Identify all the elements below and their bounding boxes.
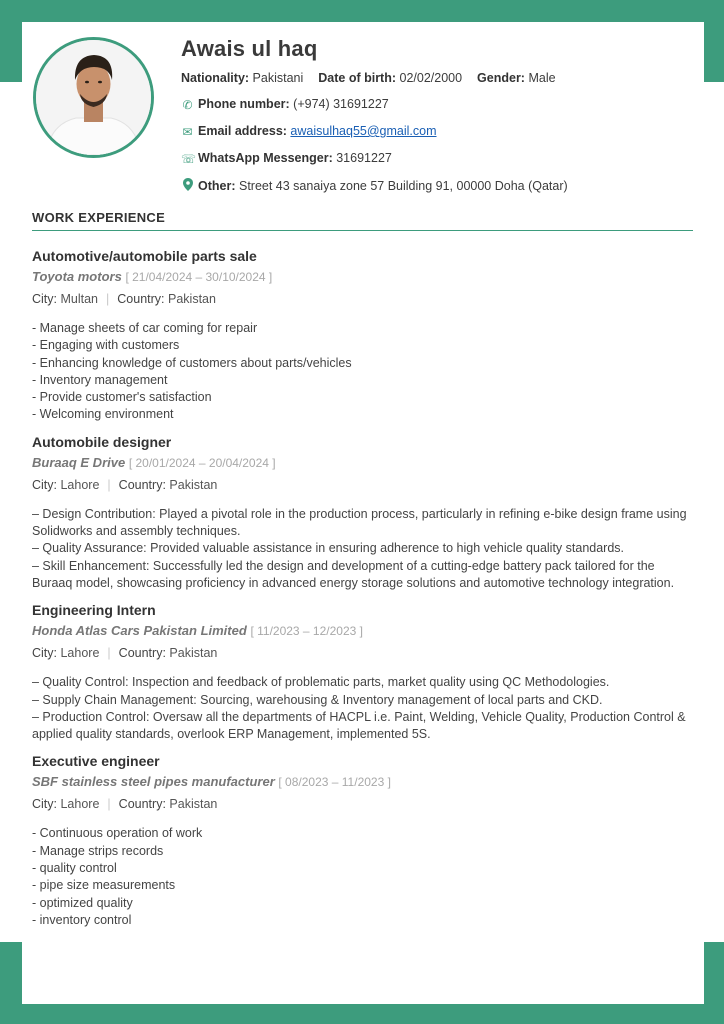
whatsapp-value: 31691227 xyxy=(336,151,392,165)
job-title: Automobile designer xyxy=(32,433,172,450)
city-value: Multan xyxy=(60,292,99,306)
corner-accent-bottom-right xyxy=(704,942,724,1024)
job-duties xyxy=(32,506,693,592)
duty-line: - Welcoming environment xyxy=(32,407,174,422)
job-duties xyxy=(32,674,693,743)
country-label: Country: xyxy=(118,797,166,812)
company-line xyxy=(32,269,693,284)
duty-line: – Quality Assurance: Provided valuable assistance in ensuring adherence to high vehicle quality standards. xyxy=(32,541,625,556)
job-dates: [ 21/04/2024 – 30/10/2024 ] xyxy=(125,270,273,284)
company-name: Toyota motors xyxy=(32,269,122,284)
whatsapp-label: WhatsApp Messenger: xyxy=(198,151,333,165)
duty-line: - Continuous operation of work xyxy=(32,826,203,841)
gender-value: Male xyxy=(528,71,556,85)
dob-label: Date of birth: xyxy=(318,71,397,85)
duty-line: - optimized quality xyxy=(32,895,133,910)
location-pin-icon xyxy=(181,178,194,195)
job-entry xyxy=(32,753,693,929)
address-line xyxy=(181,178,696,195)
job-location: City: Lahore | Country: Pakistan xyxy=(32,477,218,492)
email-link[interactable]: awaisulhaq55@gmail.com xyxy=(290,124,437,138)
cv-page xyxy=(22,22,704,1004)
bottom-border-band xyxy=(0,1004,724,1024)
gender-label: Gender: xyxy=(477,71,525,85)
email-line xyxy=(181,124,696,140)
job-entry xyxy=(32,602,693,743)
job-location: City: Lahore | Country: Pakistan xyxy=(32,797,218,812)
whatsapp-icon: ☏ xyxy=(181,152,197,166)
company-line xyxy=(32,455,693,470)
phone-value: (+974) 31691227 xyxy=(293,97,389,111)
phone-icon: ✆ xyxy=(182,98,193,112)
corner-accent-top-left xyxy=(0,0,22,82)
job-dates: [ 11/2023 – 12/2023 ] xyxy=(250,624,363,639)
duty-line: – Design Contribution: Played a pivotal role in the production process, particularly in refining e-bike design frame using Solidworks and assembly techniques. xyxy=(32,506,687,539)
job-dates: [ 20/01/2024 – 20/04/2024 ] xyxy=(128,455,276,470)
country-value: Pakistan xyxy=(169,797,218,812)
personal-details-line xyxy=(181,71,696,86)
country-label: Country: xyxy=(118,477,166,492)
nationality-label: Nationality: xyxy=(181,71,250,85)
country-label: Country: xyxy=(117,292,165,306)
job-location: City: Lahore | Country: Pakistan xyxy=(32,646,218,661)
duty-line: – Production Control: Oversaw all the departments of HACPL i.e. Paint, Welding, Vehicle Quality, Production Control & applied quality standards, overlook ERP Management, implemented 5S. xyxy=(32,709,686,742)
duty-line: - Enhancing knowledge of customers about parts/vehicles xyxy=(32,355,352,370)
city-value: Lahore xyxy=(60,477,100,492)
duty-line: - Manage strips records xyxy=(32,843,164,858)
company-line xyxy=(32,623,693,638)
company-line xyxy=(32,774,693,789)
whatsapp-line xyxy=(181,151,696,167)
country-label: Country: xyxy=(118,646,166,661)
duty-line: – Quality Control: Inspection and feedback of problematic parts, market quality using QC Methodologies. xyxy=(32,675,610,690)
duty-line: - Engaging with customers xyxy=(32,338,180,353)
nationality-value: Pakistani xyxy=(252,71,304,85)
personal-info xyxy=(181,36,696,206)
duty-line: - Manage sheets of car coming for repair xyxy=(32,321,258,335)
duty-line: - pipe size measurements xyxy=(32,878,176,893)
company-name: SBF stainless steel pipes manufacturer xyxy=(32,774,275,790)
company-name: Buraaq E Drive xyxy=(32,454,126,470)
country-value: Pakistan xyxy=(168,292,216,306)
city-label: City: xyxy=(32,646,57,661)
profile-photo xyxy=(33,37,154,158)
job-title: Automotive/automobile parts sale xyxy=(32,248,257,264)
city-label: City: xyxy=(32,292,57,306)
city-label: City: xyxy=(32,477,57,492)
city-value: Lahore xyxy=(60,797,100,812)
corner-accent-bottom-left xyxy=(0,942,22,1024)
city-label: City: xyxy=(32,797,57,812)
job-dates: [ 08/2023 – 11/2023 ] xyxy=(278,775,391,790)
job-entry xyxy=(32,434,693,592)
dob-value: 02/02/2000 xyxy=(399,71,463,85)
work-experience-heading: WORK EXPERIENCE xyxy=(32,210,693,231)
job-location: City: Multan | Country: Pakistan xyxy=(32,292,216,306)
phone-line xyxy=(181,97,696,113)
duty-line: - inventory control xyxy=(32,912,132,927)
city-value: Lahore xyxy=(60,646,100,661)
duty-line: – Skill Enhancement: Successfully led the design and development of a cutting-edge battery pack tailored for the Buraaq model, showcasing proficiency in advanced energy storage solutions and automotive technology integration. xyxy=(32,558,675,590)
job-entry xyxy=(32,248,693,424)
company-name: Honda Atlas Cars Pakistan Limited xyxy=(32,623,247,639)
duty-line: - quality control xyxy=(32,861,117,876)
job-duties xyxy=(32,320,693,424)
job-title: Executive engineer xyxy=(32,753,160,770)
country-value: Pakistan xyxy=(169,646,218,661)
email-label: Email address: xyxy=(198,124,287,138)
address-label: Other: xyxy=(198,179,236,193)
job-title: Engineering Intern xyxy=(32,602,156,619)
duty-line: – Supply Chain Management: Sourcing, warehousing & Inventory management of local parts and CKD. xyxy=(32,692,603,707)
corner-accent-top-right xyxy=(704,0,724,82)
duty-line: - Inventory management xyxy=(32,372,168,387)
top-border-band xyxy=(0,0,724,22)
job-duties xyxy=(32,825,693,929)
work-experience-list xyxy=(32,248,693,939)
phone-label: Phone number: xyxy=(198,97,290,111)
full-name: Awais ul haq xyxy=(181,36,318,61)
duty-line: - Provide customer's satisfaction xyxy=(32,390,212,405)
country-value: Pakistan xyxy=(169,477,218,492)
address-value: Street 43 sanaiya zone 57 Building 91, 00000 Doha (Qatar) xyxy=(238,179,568,193)
email-icon: ✉ xyxy=(182,125,193,139)
